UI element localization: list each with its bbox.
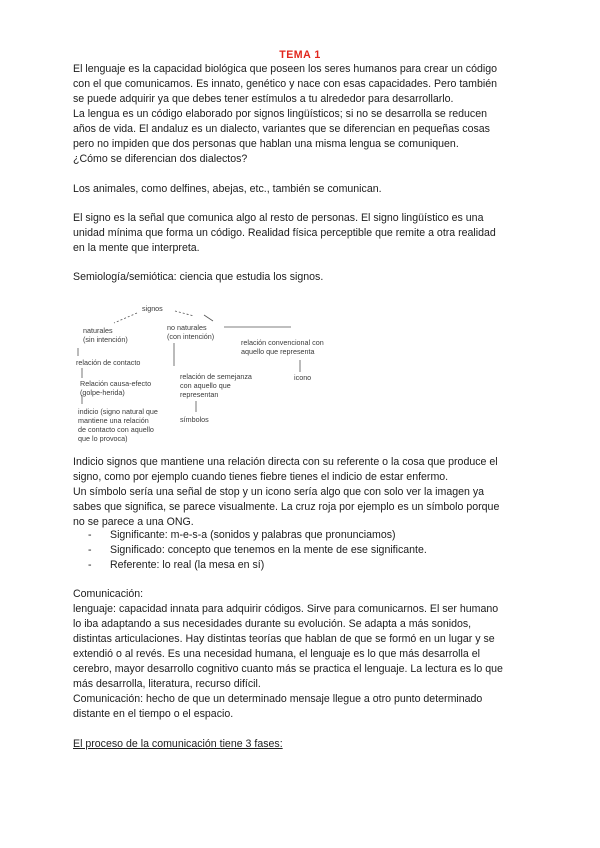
text-line: extendió o al revés. Es una necesidad humana, el lenguaje es lo que más desarrolla el xyxy=(73,648,480,660)
diagram-indicio-4: que lo provoca) xyxy=(78,434,128,443)
text-line: sabes que significa, se parece visualmente. La cruz roja por ejemplo es un símbolo porque xyxy=(73,501,500,513)
text-line: en la mente que interpreta. xyxy=(73,242,200,254)
text-line: lenguaje: capacidad innata para adquirir códigos. Sirve para comunicarnos. El ser humano xyxy=(73,603,499,615)
diagram-convencional-1: relación convencional con xyxy=(241,338,324,347)
text-line: con el que comunicamos. Es innato, genético y nace con esas capacidades. Pero también xyxy=(73,78,498,90)
diagram-semejanza-1: relación de semejanza xyxy=(180,372,252,381)
text-line: distante en el tiempo o el espacio. xyxy=(73,708,234,720)
diagram-semejanza-3: representan xyxy=(180,390,219,399)
diagram-contacto: relación de contacto xyxy=(76,358,141,367)
dash-marker: - xyxy=(88,559,92,572)
diagram-indicio-2: mantiene una relación xyxy=(78,416,149,425)
text-line: no se parece a una ONG. xyxy=(73,516,194,528)
section-heading-proceso: El proceso de la comunicación tiene 3 fases: xyxy=(73,738,283,750)
paragraph-semiologia: Semiología/semiótica: ciencia que estudia los signos. xyxy=(73,271,324,283)
text-line: El signo es la señal que comunica algo al resto de personas. El signo lingüístico es una xyxy=(73,212,484,224)
text-line: años de vida. El andaluz es un dialecto, variantes que se diferencian en pequeñas cosas xyxy=(73,123,490,135)
diagram-convencional-2: aquello que representa xyxy=(241,347,315,356)
text-line: lo iba adaptando a sus necesidades durante su evolución. Se adapta a más sonidos, xyxy=(73,618,472,630)
diagram-causa: Relación causa-efecto xyxy=(80,379,152,388)
list-item xyxy=(88,528,427,543)
list-item xyxy=(88,558,427,573)
diagram-semejanza-2: con aquello que xyxy=(180,381,231,390)
text-line: se puede adquirir ya que debes tener estímulos a tu alrededor para desarrollarlo. xyxy=(73,93,454,105)
text-line: Comunicación: hecho de que un determinado mensaje llegue a otro punto determinado xyxy=(73,693,483,705)
text-line: distintas articulaciones. Hay distintas teorías que hablan de que se formó en un lugar y se xyxy=(73,633,495,645)
text-line: signo, como por ejemplo cuando tienes fiebre tienes el indicio de estar enfermo. xyxy=(73,471,449,483)
paragraph-animales: Los animales, como delfines, abejas, etc., también se comunican. xyxy=(73,183,382,195)
text-line: más desarrolla, literatura, recurso difícil. xyxy=(73,678,261,690)
text-line: ¿Cómo se diferencian dos dialectos? xyxy=(73,153,248,165)
text-line: Comunicación: xyxy=(73,588,144,600)
signs-diagram xyxy=(70,298,360,448)
bullet-list xyxy=(88,528,427,574)
diagram-indicio-3: de contacto con aquello xyxy=(78,425,154,434)
text-line: Indicio signos que mantiene una relación directa con su referente o la cosa que produce el xyxy=(73,456,498,468)
list-item xyxy=(88,543,427,558)
diagram-no-naturales: no naturales xyxy=(167,323,207,332)
page-title: TEMA 1 xyxy=(279,49,321,61)
list-item-text: Significante: m-e-s-a (sonidos y palabras que pronunciamos) xyxy=(110,529,396,541)
dash-marker: - xyxy=(88,544,92,557)
diagram-naturales-note: (sin intención) xyxy=(83,335,128,344)
text-line: pero no impiden que dos personas que hablan una misma lengua se comuniquen. xyxy=(73,138,459,150)
list-item-text: Significado: concepto que tenemos en la mente de ese significante. xyxy=(110,544,427,557)
text-line: unidad mínima que forma un código. Realidad física perceptible que remite a otra realidad xyxy=(73,227,496,239)
diagram-no-naturales-note: (con intención) xyxy=(167,332,215,341)
diagram-root: signos xyxy=(142,304,163,313)
text-line: cerebro, mayor desarrollo cognitivo cuanto más se practica el lenguaje. La lectura es lo que xyxy=(73,663,503,675)
diagram-naturales: naturales xyxy=(83,326,113,335)
list-item-text: Referente: lo real (la mesa en sí) xyxy=(110,559,265,572)
diagram-causa-ex: (golpe-herida) xyxy=(80,388,125,397)
text-line: Un símbolo sería una señal de stop y un icono sería algo que con solo ver la imagen ya xyxy=(73,486,485,498)
text-line: La lengua es un código elaborado por signos lingüísticos; si no se desarrolla se reducen xyxy=(73,108,488,120)
dash-marker: - xyxy=(88,529,92,541)
diagram-simbolos: símbolos xyxy=(180,415,209,424)
diagram-icono: icono xyxy=(294,373,312,382)
text-line: El lenguaje es la capacidad biológica que poseen los seres humanos para crear un código xyxy=(73,63,498,75)
diagram-indicio-1: indicio (signo natural que xyxy=(78,407,158,416)
